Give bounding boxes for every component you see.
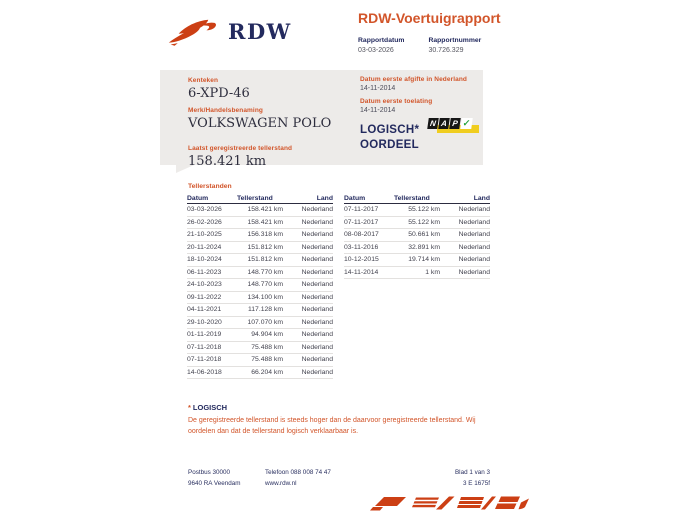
column-header-land: Land — [473, 194, 490, 202]
footer-phone: Telefoon 088 008 74 47 — [265, 469, 331, 476]
report-date-field — [358, 37, 404, 54]
cell-land: Nederland — [301, 256, 333, 264]
cell-land: Nederland — [301, 293, 333, 301]
toelating-label: Datum eerste toelating — [360, 98, 433, 105]
toelating-field — [360, 98, 478, 114]
cell-datum: 26-02-2026 — [187, 218, 222, 226]
table-row — [187, 204, 333, 217]
cell-land: Nederland — [458, 218, 490, 226]
footer-website-link[interactable]: www.rdw.nl — [265, 480, 297, 487]
nap-letter-a: A — [438, 118, 450, 129]
report-number-label: Rapportnummer — [428, 37, 482, 44]
column-header-land: Land — [316, 194, 333, 202]
cell-land: Nederland — [301, 368, 333, 376]
cell-tellerstand: 55.122 km — [408, 218, 440, 226]
cell-land: Nederland — [301, 318, 333, 326]
judgement-line2: OORDEEL — [360, 138, 419, 151]
table-row — [344, 204, 490, 217]
cell-datum: 06-11-2023 — [187, 268, 222, 276]
column-header-datum: Datum — [187, 194, 209, 202]
cell-land: Nederland — [301, 231, 333, 239]
footer-pageinfo — [455, 469, 490, 491]
column-header-tellerstand: Tellerstand — [237, 194, 273, 202]
tellerstand-field — [188, 145, 331, 169]
footer-contact — [265, 469, 331, 491]
cell-datum: 18-10-2024 — [187, 256, 222, 264]
cell-datum: 21-10-2025 — [187, 231, 222, 239]
rdw-logo-text: RDW — [228, 18, 292, 44]
cell-land: Nederland — [301, 356, 333, 364]
cell-tellerstand: 50.661 km — [408, 231, 440, 239]
merk-label: Merk/Handelsbenaming — [188, 107, 263, 114]
cell-land: Nederland — [301, 206, 333, 214]
cell-tellerstand: 151.812 km — [247, 243, 283, 251]
report-date-label: Rapportdatum — [358, 37, 405, 44]
rows-container — [344, 204, 490, 279]
cell-datum: 07-11-2018 — [187, 343, 222, 351]
nap-check-icon: ✓ — [462, 118, 472, 128]
report-date-value: 03-03-2026 — [358, 47, 394, 54]
cell-datum: 04-11-2021 — [187, 306, 222, 314]
note-logisch — [188, 403, 480, 437]
table-row — [187, 279, 333, 292]
table-row — [187, 217, 333, 230]
tellerstand-value: 158.421 km — [188, 154, 267, 169]
cell-datum: 07-11-2017 — [344, 206, 379, 214]
footer-page-number: Blad 1 van 3 — [454, 469, 490, 476]
afgifte-label: Datum eerste afgifte in Nederland — [360, 76, 467, 83]
report-number-field — [428, 37, 481, 54]
cell-datum: 14-06-2018 — [187, 368, 222, 376]
cell-land: Nederland — [301, 218, 333, 226]
table-row — [187, 367, 333, 380]
cell-tellerstand: 19.714 km — [408, 256, 440, 264]
note-marker: * — [188, 403, 191, 412]
kenteken-field — [188, 77, 331, 101]
toelating-value: 14-11-2014 — [360, 107, 396, 114]
cell-tellerstand: 156.318 km — [247, 231, 283, 239]
merk-field — [188, 107, 331, 131]
deco-speedlines-icon — [368, 494, 530, 512]
cell-tellerstand: 117.128 km — [247, 306, 283, 314]
footer-address-line1: Postbus 30000 — [188, 469, 231, 476]
afgifte-field — [360, 76, 478, 92]
cell-land: Nederland — [458, 206, 490, 214]
table-row — [344, 229, 490, 242]
cell-datum: 07-11-2018 — [187, 356, 222, 364]
footer — [188, 469, 490, 493]
cell-tellerstand: 1 km — [425, 268, 440, 276]
tellerstand-label: Laatst geregistreerde tellerstand — [188, 145, 293, 152]
footer-form-code: 3 E 1675f — [463, 480, 490, 487]
table-row — [187, 254, 333, 267]
cell-tellerstand: 32.891 km — [408, 243, 440, 251]
note-title-text: LOGISCH — [192, 403, 228, 412]
footer-address — [188, 469, 241, 491]
cell-land: Nederland — [301, 268, 333, 276]
section-title-tellerstanden: Tellerstanden — [188, 183, 232, 190]
vehicle-summary-panel — [160, 70, 483, 169]
cell-datum: 10-12-2015 — [344, 256, 379, 264]
nap-logo — [428, 118, 482, 136]
odometer-table-left — [187, 193, 333, 379]
cell-datum: 14-11-2014 — [344, 268, 379, 276]
cell-land: Nederland — [458, 231, 490, 239]
cell-tellerstand: 148.770 km — [247, 268, 283, 276]
cell-datum: 09-11-2022 — [187, 293, 222, 301]
table-row — [187, 354, 333, 367]
cell-land: Nederland — [301, 331, 333, 339]
table-header-row — [344, 193, 490, 204]
cell-land: Nederland — [458, 268, 490, 276]
table-row — [344, 242, 490, 255]
cell-datum: 03-03-2026 — [187, 206, 222, 214]
table-row — [187, 329, 333, 342]
table-row — [187, 342, 333, 355]
judgement-line1: LOGISCH* — [360, 124, 420, 136]
table-row — [344, 217, 490, 230]
merk-value: VOLKSWAGEN POLO — [188, 116, 332, 131]
rdw-logo-icon — [167, 12, 219, 50]
note-title — [188, 403, 480, 412]
cell-tellerstand: 75.488 km — [251, 356, 283, 364]
cell-datum: 01-11-2019 — [187, 331, 222, 339]
cell-tellerstand: 134.100 km — [247, 293, 283, 301]
table-row — [344, 267, 490, 280]
column-header-datum: Datum — [344, 194, 366, 202]
table-row — [344, 254, 490, 267]
cell-land: Nederland — [458, 243, 490, 251]
cell-tellerstand: 148.770 km — [247, 281, 283, 289]
vehicle-info — [188, 77, 331, 169]
rdw-logo — [167, 12, 292, 50]
table-row — [187, 229, 333, 242]
report-meta — [358, 37, 481, 54]
table-row — [187, 267, 333, 280]
cell-land: Nederland — [301, 281, 333, 289]
table-header-row — [187, 193, 333, 204]
footer-address-line2: 9640 RA Veendam — [188, 480, 241, 487]
column-header-tellerstand: Tellerstand — [394, 194, 430, 202]
cell-datum: 29-10-2020 — [187, 318, 222, 326]
table-row — [187, 304, 333, 317]
cell-datum: 24-10-2023 — [187, 281, 222, 289]
odometer-table-right — [344, 193, 490, 279]
registration-info — [360, 76, 478, 152]
cell-datum: 08-08-2017 — [344, 231, 379, 239]
report-number-value: 30.726.329 — [428, 47, 464, 54]
kenteken-label: Kenteken — [188, 77, 219, 84]
cell-datum: 20-11-2024 — [187, 243, 222, 251]
cell-tellerstand: 107.070 km — [247, 318, 283, 326]
nap-letter-p: P — [449, 118, 461, 129]
cell-tellerstand: 66.204 km — [251, 368, 283, 376]
kenteken-value: 6-XPD-46 — [188, 86, 250, 101]
cell-tellerstand: 158.421 km — [247, 218, 283, 226]
afgifte-value: 14-11-2014 — [360, 85, 396, 92]
cell-land: Nederland — [301, 343, 333, 351]
table-row — [187, 292, 333, 305]
cell-tellerstand: 55.122 km — [408, 206, 440, 214]
cell-land: Nederland — [458, 256, 490, 264]
table-row — [187, 242, 333, 255]
table-row — [187, 317, 333, 330]
cell-datum: 07-11-2017 — [344, 218, 379, 226]
cell-land: Nederland — [301, 243, 333, 251]
cell-tellerstand: 94.904 km — [251, 331, 283, 339]
cell-tellerstand: 151.812 km — [247, 256, 283, 264]
rows-container — [187, 204, 333, 379]
nap-letter-n: N — [427, 118, 439, 129]
note-body: De geregistreerde tellerstand is steeds hoger dan de daarvoor geregistreerde tellerstand. Wij oordelen dan dat de tellerstand logisch verklaarbaar is. — [188, 417, 476, 435]
report-title: RDW-Voertuigrapport — [358, 10, 501, 26]
cell-tellerstand: 158.421 km — [247, 206, 283, 214]
cell-land: Nederland — [301, 306, 333, 314]
cell-tellerstand: 75.488 km — [251, 343, 283, 351]
cell-datum: 03-11-2016 — [344, 243, 379, 251]
